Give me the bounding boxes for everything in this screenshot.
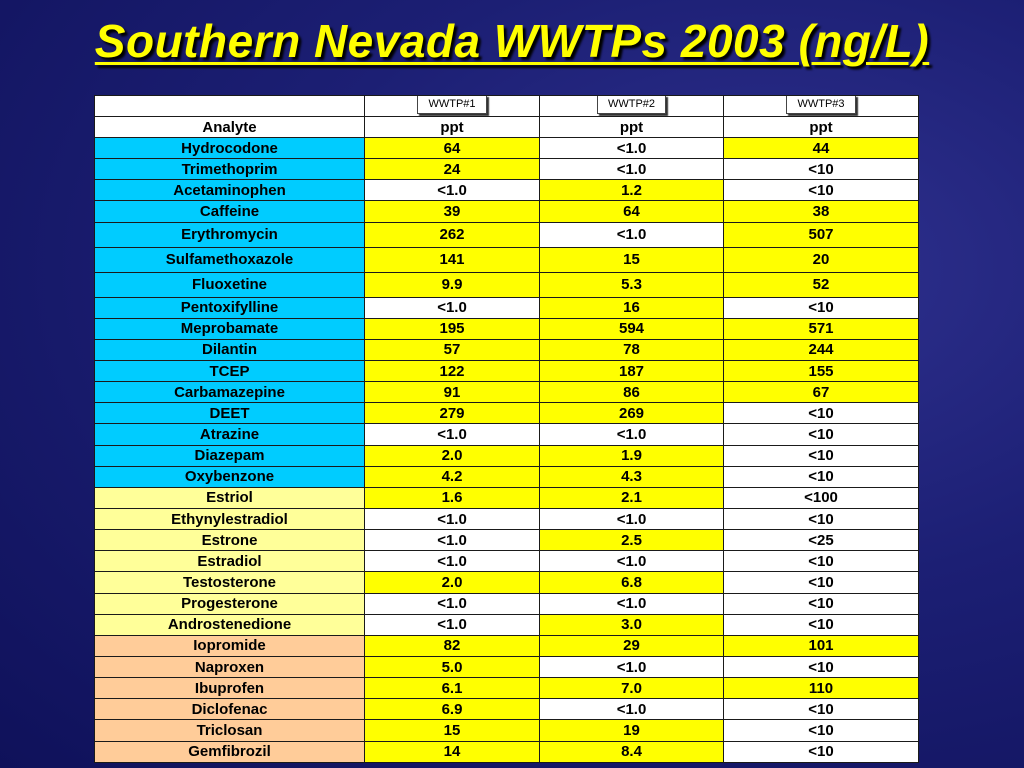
value-cell-wwtp3: <10 bbox=[724, 297, 919, 318]
value-cell-wwtp1: 57 bbox=[365, 339, 540, 360]
value-cell-wwtp3: <10 bbox=[724, 159, 919, 180]
value-cell-wwtp1: 2.0 bbox=[365, 572, 540, 593]
value-cell-wwtp2: 3.0 bbox=[540, 614, 724, 635]
table-row bbox=[95, 445, 919, 466]
unit-cell-3: ppt bbox=[724, 117, 919, 138]
table-row bbox=[95, 159, 919, 180]
value-cell-wwtp3: <10 bbox=[724, 656, 919, 677]
analyte-name-cell: Androstenedione bbox=[95, 614, 365, 635]
table-row bbox=[95, 339, 919, 360]
value-cell-wwtp2: 4.3 bbox=[540, 466, 724, 487]
value-cell-wwtp1: 91 bbox=[365, 382, 540, 403]
table-row bbox=[95, 297, 919, 318]
value-cell-wwtp1: 82 bbox=[365, 635, 540, 656]
analyte-name-cell: Hydrocodone bbox=[95, 138, 365, 159]
analyte-name-cell: Caffeine bbox=[95, 201, 365, 222]
analyte-column-header: Analyte bbox=[95, 117, 365, 138]
value-cell-wwtp1: <1.0 bbox=[365, 530, 540, 551]
analyte-name-cell: DEET bbox=[95, 403, 365, 424]
value-cell-wwtp1: 6.9 bbox=[365, 699, 540, 720]
table-row bbox=[95, 138, 919, 159]
value-cell-wwtp1: 2.0 bbox=[365, 445, 540, 466]
value-cell-wwtp3: 244 bbox=[724, 339, 919, 360]
value-cell-wwtp1: <1.0 bbox=[365, 297, 540, 318]
value-cell-wwtp2: <1.0 bbox=[540, 656, 724, 677]
value-cell-wwtp1: <1.0 bbox=[365, 593, 540, 614]
analyte-name-cell: Meprobamate bbox=[95, 318, 365, 339]
value-cell-wwtp3: 507 bbox=[724, 222, 919, 247]
value-cell-wwtp2: <1.0 bbox=[540, 424, 724, 445]
value-cell-wwtp2: 7.0 bbox=[540, 678, 724, 699]
table-row bbox=[95, 572, 919, 593]
page-title: Southern Nevada WWTPs 2003 (ng/L) bbox=[94, 15, 930, 67]
value-cell-wwtp3: <10 bbox=[724, 424, 919, 445]
value-cell-wwtp2: <1.0 bbox=[540, 508, 724, 529]
table-row bbox=[95, 360, 919, 381]
value-cell-wwtp1: <1.0 bbox=[365, 180, 540, 201]
value-cell-wwtp3: <10 bbox=[724, 551, 919, 572]
value-cell-wwtp1: <1.0 bbox=[365, 508, 540, 529]
value-cell-wwtp1: <1.0 bbox=[365, 614, 540, 635]
table-row bbox=[95, 487, 919, 508]
analyte-name-cell: Fluoxetine bbox=[95, 272, 365, 297]
value-cell-wwtp2: 78 bbox=[540, 339, 724, 360]
value-cell-wwtp2: 8.4 bbox=[540, 741, 724, 762]
value-cell-wwtp3: 110 bbox=[724, 678, 919, 699]
value-cell-wwtp3: 52 bbox=[724, 272, 919, 297]
value-cell-wwtp3: 571 bbox=[724, 318, 919, 339]
value-cell-wwtp1: 64 bbox=[365, 138, 540, 159]
value-cell-wwtp1: 24 bbox=[365, 159, 540, 180]
value-cell-wwtp3: <10 bbox=[724, 741, 919, 762]
value-cell-wwtp2: <1.0 bbox=[540, 593, 724, 614]
plant-label-1: WWTP#1 bbox=[417, 96, 486, 114]
value-cell-wwtp2: <1.0 bbox=[540, 138, 724, 159]
value-cell-wwtp1: 14 bbox=[365, 741, 540, 762]
value-cell-wwtp3: 44 bbox=[724, 138, 919, 159]
value-cell-wwtp2: 6.8 bbox=[540, 572, 724, 593]
table-row bbox=[95, 741, 919, 762]
value-cell-wwtp3: <10 bbox=[724, 720, 919, 741]
value-cell-wwtp2: <1.0 bbox=[540, 222, 724, 247]
table-row bbox=[95, 403, 919, 424]
table-row bbox=[95, 699, 919, 720]
table-row bbox=[95, 272, 919, 297]
value-cell-wwtp2: 15 bbox=[540, 247, 724, 272]
value-cell-wwtp2: 187 bbox=[540, 360, 724, 381]
value-cell-wwtp2: 64 bbox=[540, 201, 724, 222]
table-row bbox=[95, 656, 919, 677]
analyte-name-cell: Estradiol bbox=[95, 551, 365, 572]
value-cell-wwtp3: 155 bbox=[724, 360, 919, 381]
value-cell-wwtp3: <10 bbox=[724, 572, 919, 593]
analyte-name-cell: Diclofenac bbox=[95, 699, 365, 720]
value-cell-wwtp2: 1.9 bbox=[540, 445, 724, 466]
analyte-name-cell: TCEP bbox=[95, 360, 365, 381]
value-cell-wwtp3: <100 bbox=[724, 487, 919, 508]
value-cell-wwtp1: 4.2 bbox=[365, 466, 540, 487]
table-row bbox=[95, 201, 919, 222]
value-cell-wwtp2: 594 bbox=[540, 318, 724, 339]
value-cell-wwtp3: <10 bbox=[724, 699, 919, 720]
table-row bbox=[95, 530, 919, 551]
analyte-name-cell: Estriol bbox=[95, 487, 365, 508]
analyte-name-cell: Diazepam bbox=[95, 445, 365, 466]
results-table-wrapper bbox=[94, 95, 918, 763]
header-blank-cell bbox=[95, 96, 365, 117]
value-cell-wwtp1: <1.0 bbox=[365, 424, 540, 445]
table-row bbox=[95, 424, 919, 445]
table-row bbox=[95, 247, 919, 272]
table-row bbox=[95, 720, 919, 741]
value-cell-wwtp2: 269 bbox=[540, 403, 724, 424]
unit-cell-2: ppt bbox=[540, 117, 724, 138]
value-cell-wwtp1: <1.0 bbox=[365, 551, 540, 572]
table-row bbox=[95, 180, 919, 201]
value-cell-wwtp3: <10 bbox=[724, 593, 919, 614]
table-row bbox=[95, 222, 919, 247]
value-cell-wwtp3: 38 bbox=[724, 201, 919, 222]
analyte-name-cell: Testosterone bbox=[95, 572, 365, 593]
value-cell-wwtp2: 1.2 bbox=[540, 180, 724, 201]
unit-cell-1: ppt bbox=[365, 117, 540, 138]
table-row bbox=[95, 635, 919, 656]
value-cell-wwtp1: 141 bbox=[365, 247, 540, 272]
analyte-name-cell: Ethynylestradiol bbox=[95, 508, 365, 529]
value-cell-wwtp3: <10 bbox=[724, 180, 919, 201]
table-row bbox=[95, 382, 919, 403]
analyte-name-cell: Progesterone bbox=[95, 593, 365, 614]
value-cell-wwtp1: 15 bbox=[365, 720, 540, 741]
value-cell-wwtp3: <10 bbox=[724, 614, 919, 635]
analyte-name-cell: Dilantin bbox=[95, 339, 365, 360]
table-row bbox=[95, 466, 919, 487]
analyte-name-cell: Ibuprofen bbox=[95, 678, 365, 699]
plant-header-1 bbox=[365, 96, 540, 117]
value-cell-wwtp3: 20 bbox=[724, 247, 919, 272]
analyte-name-cell: Atrazine bbox=[95, 424, 365, 445]
analyte-name-cell: Gemfibrozil bbox=[95, 741, 365, 762]
value-cell-wwtp3: <10 bbox=[724, 445, 919, 466]
plant-label-2: WWTP#2 bbox=[597, 96, 666, 114]
value-cell-wwtp1: 5.0 bbox=[365, 656, 540, 677]
value-cell-wwtp2: 29 bbox=[540, 635, 724, 656]
value-cell-wwtp3: 101 bbox=[724, 635, 919, 656]
analyte-name-cell: Trimethoprim bbox=[95, 159, 365, 180]
value-cell-wwtp2: <1.0 bbox=[540, 699, 724, 720]
value-cell-wwtp1: 9.9 bbox=[365, 272, 540, 297]
value-cell-wwtp1: 262 bbox=[365, 222, 540, 247]
value-cell-wwtp2: 2.5 bbox=[540, 530, 724, 551]
analyte-name-cell: Triclosan bbox=[95, 720, 365, 741]
value-cell-wwtp3: <10 bbox=[724, 403, 919, 424]
value-cell-wwtp1: 6.1 bbox=[365, 678, 540, 699]
value-cell-wwtp3: 67 bbox=[724, 382, 919, 403]
table-row bbox=[95, 614, 919, 635]
value-cell-wwtp1: 1.6 bbox=[365, 487, 540, 508]
analyte-name-cell: Sulfamethoxazole bbox=[95, 247, 365, 272]
analyte-name-cell: Naproxen bbox=[95, 656, 365, 677]
analyte-name-cell: Erythromycin bbox=[95, 222, 365, 247]
value-cell-wwtp1: 195 bbox=[365, 318, 540, 339]
plant-header-2 bbox=[540, 96, 724, 117]
value-cell-wwtp2: 19 bbox=[540, 720, 724, 741]
table-row bbox=[95, 678, 919, 699]
value-cell-wwtp2: 5.3 bbox=[540, 272, 724, 297]
units-row bbox=[95, 117, 919, 138]
analyte-name-cell: Oxybenzone bbox=[95, 466, 365, 487]
value-cell-wwtp2: <1.0 bbox=[540, 551, 724, 572]
value-cell-wwtp3: <25 bbox=[724, 530, 919, 551]
plant-header-row bbox=[95, 96, 919, 117]
value-cell-wwtp1: 122 bbox=[365, 360, 540, 381]
value-cell-wwtp1: 39 bbox=[365, 201, 540, 222]
table-row bbox=[95, 318, 919, 339]
value-cell-wwtp1: 279 bbox=[365, 403, 540, 424]
value-cell-wwtp2: 2.1 bbox=[540, 487, 724, 508]
analyte-name-cell: Carbamazepine bbox=[95, 382, 365, 403]
value-cell-wwtp2: 86 bbox=[540, 382, 724, 403]
plant-label-3: WWTP#3 bbox=[786, 96, 855, 114]
plant-header-3 bbox=[724, 96, 919, 117]
value-cell-wwtp3: <10 bbox=[724, 508, 919, 529]
analyte-name-cell: Pentoxifylline bbox=[95, 297, 365, 318]
value-cell-wwtp3: <10 bbox=[724, 466, 919, 487]
table-row bbox=[95, 593, 919, 614]
table-row bbox=[95, 508, 919, 529]
table-row bbox=[95, 551, 919, 572]
value-cell-wwtp2: <1.0 bbox=[540, 159, 724, 180]
results-table bbox=[94, 95, 919, 763]
value-cell-wwtp2: 16 bbox=[540, 297, 724, 318]
analyte-name-cell: Estrone bbox=[95, 530, 365, 551]
analyte-name-cell: Iopromide bbox=[95, 635, 365, 656]
analyte-name-cell: Acetaminophen bbox=[95, 180, 365, 201]
